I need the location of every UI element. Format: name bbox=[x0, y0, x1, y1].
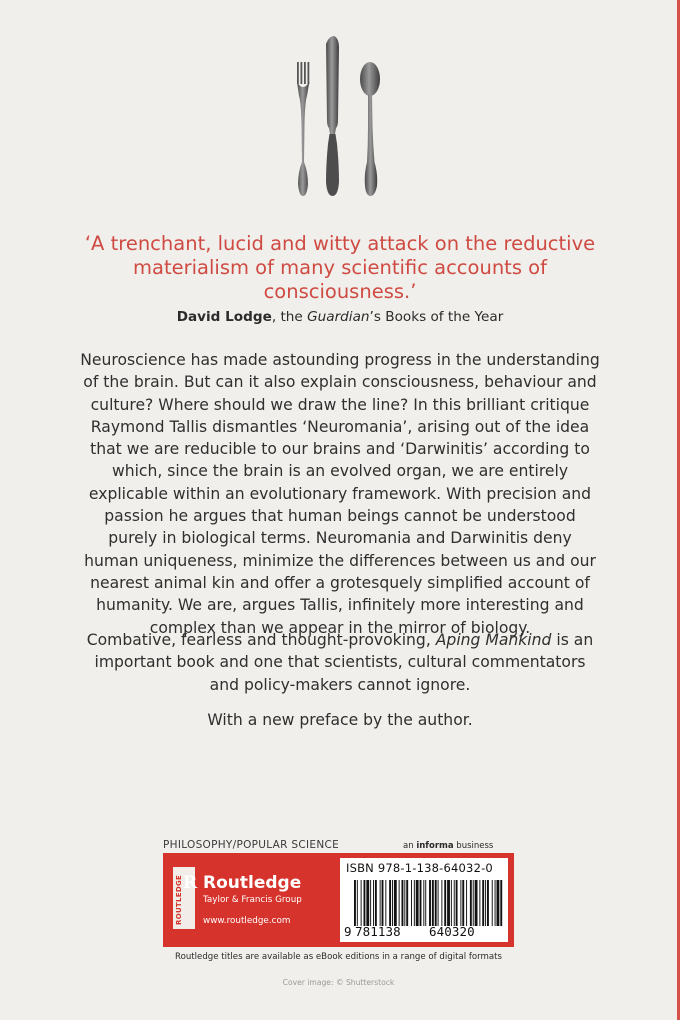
barcode-bar bbox=[366, 880, 369, 926]
barcode-group-1: 781138 bbox=[355, 924, 401, 939]
barcode-bar bbox=[385, 880, 386, 926]
informa-bold: informa bbox=[416, 841, 454, 851]
fork-icon bbox=[297, 62, 309, 196]
cutlery-image bbox=[290, 34, 390, 199]
barcode-bar bbox=[375, 880, 377, 926]
quote-attribution bbox=[60, 309, 620, 325]
barcode-bar bbox=[485, 880, 486, 926]
barcode-bar bbox=[487, 880, 489, 926]
barcode-group-2: 640320 bbox=[429, 924, 475, 939]
barcode-bar bbox=[479, 880, 480, 926]
barcode-bar bbox=[402, 880, 404, 926]
publisher-name: Routledge bbox=[203, 873, 302, 893]
barcode-bar bbox=[425, 880, 426, 926]
barcode-bar bbox=[354, 880, 356, 926]
cover-credit: Cover image: © Shutterstock bbox=[282, 978, 395, 987]
blurb-paragraph-2 bbox=[80, 629, 600, 696]
category-label: PHILOSOPHY/POPULAR SCIENCE bbox=[163, 839, 340, 851]
barcode-bar bbox=[451, 880, 452, 926]
barcode-bar bbox=[406, 880, 408, 926]
barcode-bar bbox=[438, 880, 439, 926]
barcode-bar bbox=[394, 880, 397, 926]
barcode-bar bbox=[470, 880, 472, 926]
knife-icon bbox=[326, 36, 339, 196]
barcode-bar bbox=[404, 880, 405, 926]
publisher-url: www.routledge.com bbox=[203, 916, 291, 926]
para2-post: is an important book and one that scientists, cultural commentators and policy-makers cannot ignore. bbox=[94, 631, 594, 694]
barcode-bar bbox=[357, 880, 358, 926]
barcode-bar bbox=[462, 880, 464, 926]
barcode-bar bbox=[364, 880, 366, 926]
barcode-bar bbox=[475, 880, 478, 926]
barcode-bar bbox=[432, 880, 434, 926]
barcode-bar bbox=[416, 880, 419, 926]
barcode-bar bbox=[441, 880, 442, 926]
quote-source-italic: Guardian bbox=[307, 309, 370, 325]
barcode-bar bbox=[460, 880, 461, 926]
barcode-bar bbox=[447, 880, 450, 926]
barcode-bar bbox=[361, 880, 362, 926]
barcode-bar bbox=[382, 880, 384, 926]
quote-author: David Lodge bbox=[176, 309, 272, 325]
quote-text: ‘A trenchant, lucid and witty attack on the reductive materialism of many scientific accounts of consciousness.’ bbox=[84, 232, 596, 303]
informa-post: business bbox=[453, 841, 494, 851]
barcode-bar bbox=[370, 880, 371, 926]
barcode-bar bbox=[411, 880, 412, 926]
para2-pre: Combative, fearless and thought-provoking, bbox=[86, 631, 436, 649]
barcode-bar bbox=[423, 880, 424, 926]
publisher-panel bbox=[163, 853, 514, 947]
digital-formats-note: Routledge titles are available as eBook editions in a range of digital formats bbox=[175, 952, 502, 962]
barcode-bar bbox=[429, 880, 431, 926]
book-title: Aping Mankind bbox=[435, 631, 552, 649]
barcode-bar bbox=[497, 880, 500, 926]
quote-source-post: ’s Books of the Year bbox=[369, 309, 504, 325]
barcode-bar bbox=[420, 880, 422, 926]
blurb-paragraph-3: With a new preface by the author. bbox=[207, 711, 473, 729]
barcode-bar bbox=[373, 880, 374, 926]
barcode-bar bbox=[435, 880, 437, 926]
barcode-bar bbox=[444, 880, 446, 926]
barcode-bar bbox=[495, 880, 496, 926]
barcode-bar bbox=[492, 880, 493, 926]
blurb-paragraph-1 bbox=[80, 349, 600, 639]
barcode-bar bbox=[389, 880, 391, 926]
review-quote bbox=[60, 232, 620, 325]
barcode-bar bbox=[454, 880, 455, 926]
informa-tagline bbox=[403, 841, 493, 851]
barcode-bar bbox=[456, 880, 458, 926]
barcode-bar bbox=[399, 880, 400, 926]
routledge-r-icon: R bbox=[183, 873, 198, 893]
isbn-text: ISBN 978-1-138-64032-0 bbox=[346, 861, 493, 875]
barcode-bar bbox=[473, 880, 474, 926]
spine-text: ROUTLEDGE bbox=[175, 874, 183, 925]
barcode-bar bbox=[392, 880, 393, 926]
barcode-bar bbox=[380, 880, 381, 926]
publisher-group: Taylor & Francis Group bbox=[203, 895, 302, 905]
barcode bbox=[354, 880, 504, 926]
spoon-icon bbox=[360, 62, 380, 196]
informa-pre: an bbox=[403, 841, 417, 851]
quote-source-pre: , the bbox=[271, 309, 308, 325]
barcode-box bbox=[340, 858, 508, 942]
barcode-bar bbox=[482, 880, 484, 926]
barcode-bar bbox=[500, 880, 502, 926]
barcode-bar bbox=[414, 880, 415, 926]
blurb-text: Neuroscience has made astounding progress in the understanding of the brain. But can it also explain consciousness, behaviour and culture? Where should we draw the line? In this brilliant critique Raymond Tallis dismantles ‘Neuromania’, arising out of the idea that we are reducible to our brains and ‘Darwinitis’ according to which, since the brain is an evolved organ, we are entirely explicable within an evolutionary framework. With precision and passion he argues that human beings cannot be understood purely in biological terms. Neuromania and Darwinitis deny human uniqueness, minimize the differences between us and our nearest animal kin and offer a grotesquely simplified account of humanity. We are, argues Tallis, infinitely more interesting and complex than we appear in the mirror of biology. bbox=[80, 351, 600, 637]
barcode-lead-digit: 9 bbox=[344, 924, 352, 939]
barcode-bar bbox=[466, 880, 467, 926]
